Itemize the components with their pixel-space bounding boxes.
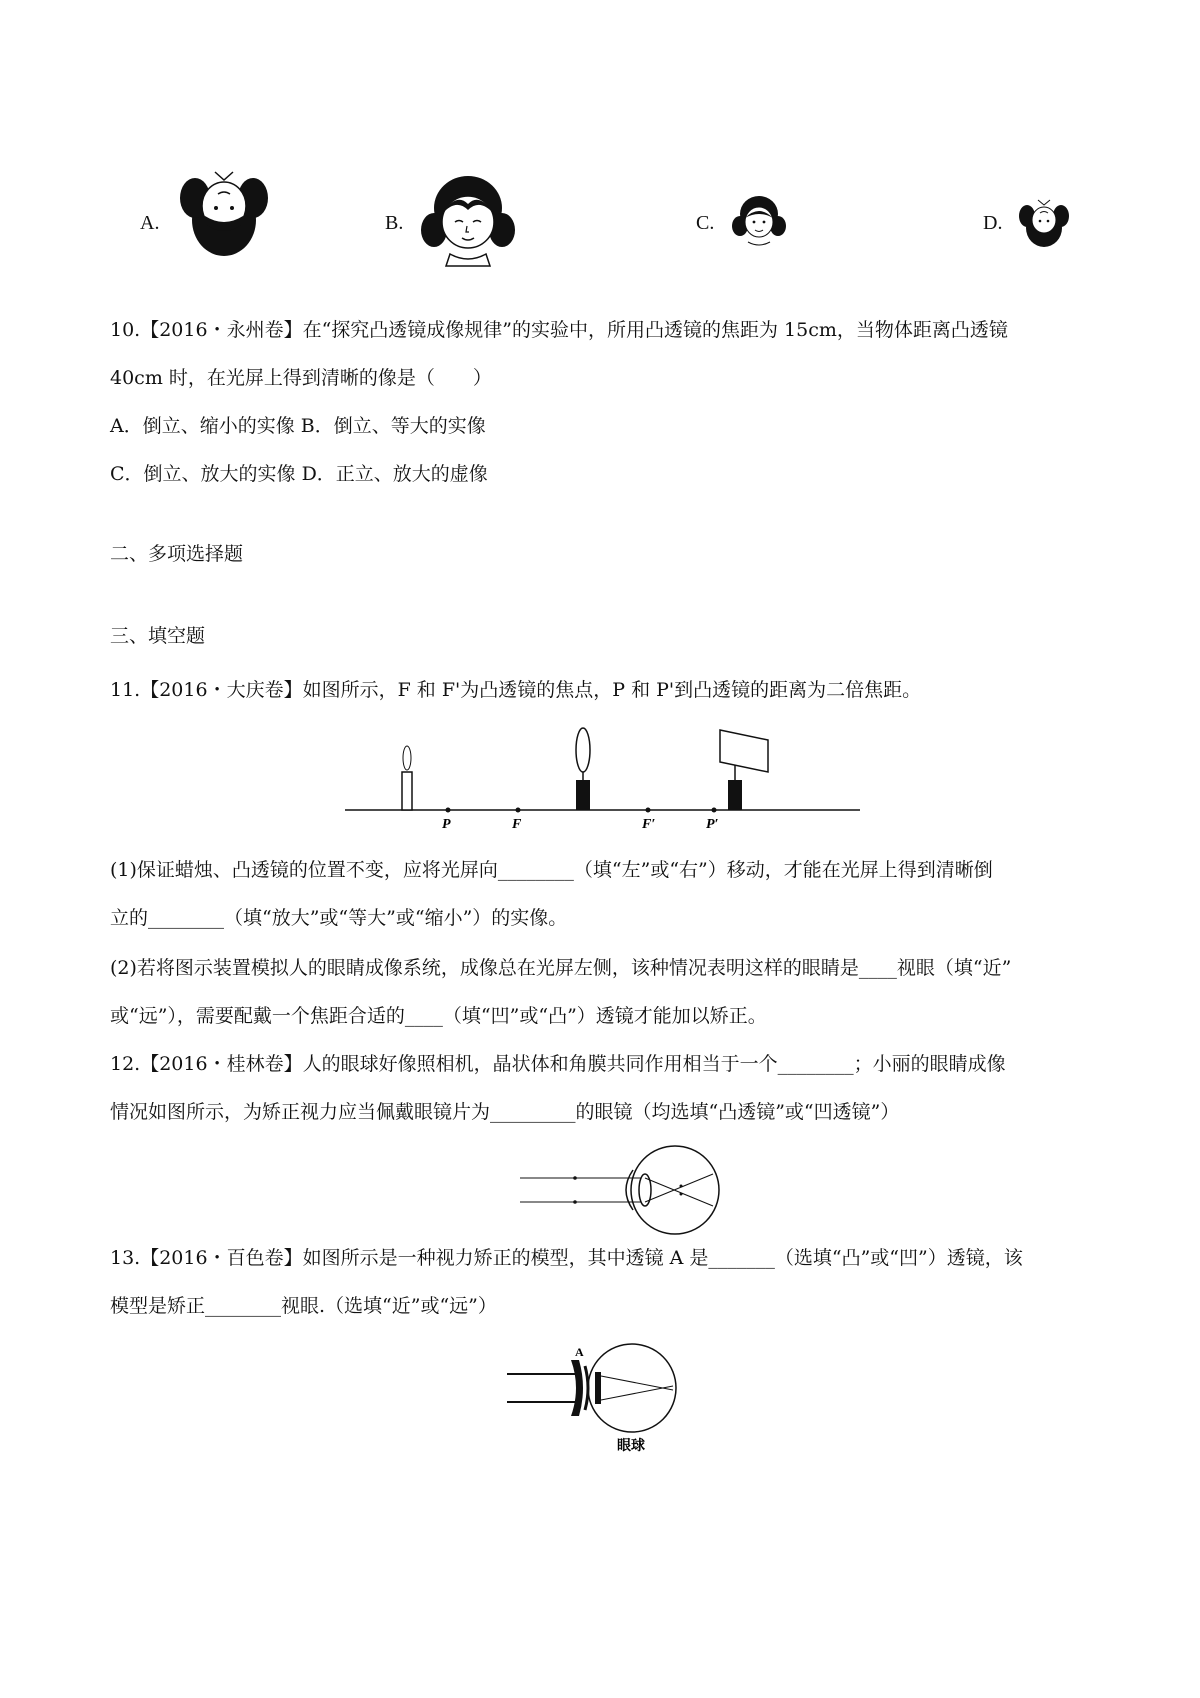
model-crystalline-icon: [595, 1372, 601, 1404]
q12-eye-figure: [515, 1140, 745, 1240]
q12-stem-line1: 12.【2016・桂林卷】人的眼球好像照相机，晶状体和角膜共同作用相当于一个________；小丽的眼睛成像: [110, 1053, 1006, 1075]
eyeball-caption: 眼球: [617, 1439, 645, 1454]
q12-stem-line2: 情况如图所示，为矫正视力应当佩戴眼镜片为_________的眼镜（均选填“凸透镜”或“凹透镜”）: [110, 1101, 900, 1123]
screen-holder-icon: [728, 780, 742, 810]
option-c-face-image: [732, 192, 786, 252]
q11-part2-line2: 或“远”），需要配戴一个焦距合适的____（填“凹”或“凸”）透镜才能加以矫正。: [110, 1005, 767, 1027]
option-c-label: C.: [696, 212, 715, 234]
option-a-label: A.: [140, 212, 160, 234]
crystalline-lens-icon: [639, 1174, 651, 1206]
q10-options-cd: C．倒立、放大的实像 D．正立、放大的虚像: [110, 463, 488, 485]
label-f: F: [512, 817, 522, 832]
section-heading-fill-blank: 三、填空题: [110, 625, 206, 647]
q13-correction-model-figure: [505, 1336, 695, 1456]
option-a-face-image: [175, 158, 273, 268]
convex-lens-icon: [576, 728, 590, 772]
model-cornea-icon: [585, 1366, 588, 1410]
label-p: P: [442, 817, 451, 832]
candle-icon: [402, 772, 412, 810]
lens-holder-icon: [576, 780, 590, 810]
q11-part1-line2: 立的________（填“放大”或“等大”或“缩小”）的实像。: [110, 907, 568, 929]
lens-a-icon: [571, 1360, 583, 1416]
section-heading-multiple-choice: 二、多项选择题: [110, 543, 244, 565]
q13-stem-line1: 13.【2016・百色卷】如图所示是一种视力矫正的模型，其中透镜 A 是_______（选填“凸”或“凹”）透镜，该: [110, 1247, 1023, 1269]
q11-part1-line1: (1)保证蜡烛、凸透镜的位置不变，应将光屏向________（填“左”或“右”）移动，才能在光屏上得到清晰倒: [110, 859, 993, 881]
q11-part2-line1: (2)若将图示装置模拟人的眼睛成像系统，成像总在光屏左侧，该种情况表明这样的眼睛是____视眼（填“近”: [110, 957, 1012, 979]
option-d-label: D.: [983, 212, 1003, 234]
option-b-label: B.: [385, 212, 404, 234]
label-p-prime: P′: [706, 817, 719, 832]
candle-flame-icon: [403, 746, 411, 770]
q10-stem-line2: 40cm 时，在光屏上得到清晰的像是（ ）: [110, 367, 492, 389]
label-f-prime: F′: [642, 817, 656, 832]
label-lens-a: A: [575, 1345, 584, 1359]
q11-stem: 11.【2016・大庆卷】如图所示，F 和 F'为凸透镜的焦点，P 和 P'到凸透镜的距离为二倍焦距。: [110, 679, 922, 701]
option-b-face-image: [420, 168, 516, 268]
q11-optical-bench-figure: [340, 722, 880, 832]
q13-stem-line2: 模型是矫正________视眼.（选填“近”或“远”）: [110, 1295, 497, 1317]
light-screen-icon: [720, 730, 768, 772]
q10-stem-line1: 10.【2016・永州卷】在“探究凸透镜成像规律”的实验中，所用凸透镜的焦距为 15cm，当物体距离凸透镜: [110, 319, 1008, 341]
option-d-face-image: [1018, 194, 1070, 254]
q10-options-ab: A．倒立、缩小的实像 B．倒立、等大的实像: [110, 415, 486, 437]
